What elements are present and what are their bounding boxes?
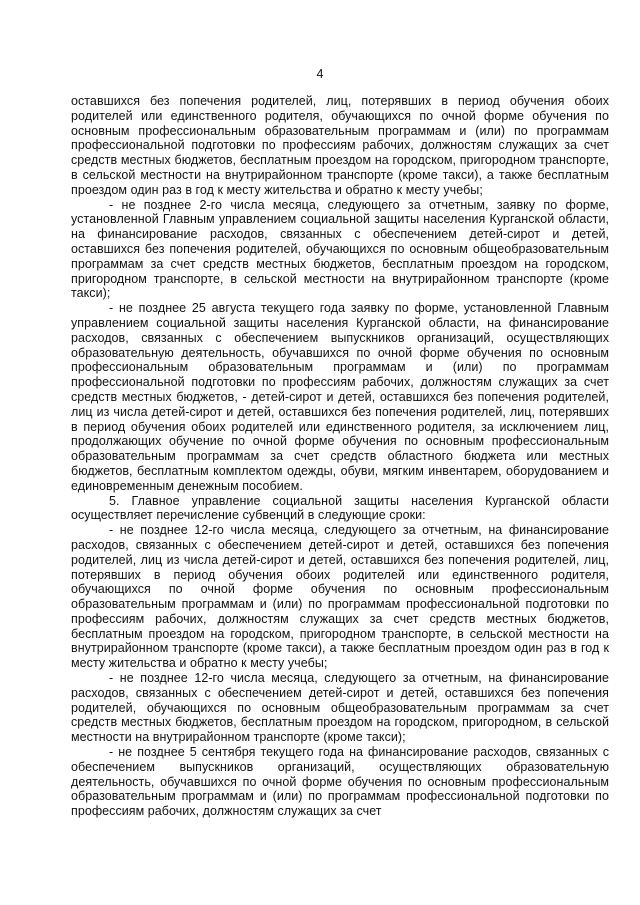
paragraph-section-5: 5. Главное управление социальной защиты населения Курганской области осуществляет перечисление субвенций в следующие сроки: xyxy=(71,493,609,523)
paragraph-deadline-12th-first: - не позднее 12-го числа месяца, следующего за отчетным, на финансирование расходов, связанных с обеспечением детей-сирот и детей, оставшихся без попечения родителей, лиц из числа детей-сирот и детей, оставшихся без попечения родителей, лиц, потерявших в период обучения обоих родителей или единственного родителя, обучающихся по очной форме обучения по основным профессиональным образовательным программам и (или) по программам профессиональной подготовки по профессиям рабочих, должностям служащих за счет средств местных бюджетов, бесплатным проездом на городском, пригородном транспорте, в сельской местности на внутрирайонном транспорте (кроме такси), а также бесплатным проездом один раз в год к месту жительства и обратно к месту учебы; xyxy=(71,523,609,671)
paragraph-deadline-25-august: - не позднее 25 августа текущего года заявку по форме, установленной Главным управлением социальной защиты населения Курганской области, на финансирование расходов, связанных с обеспечением выпускников организаций, осуществляющих образовательную деятельность, обучавшихся по очной форме обучения по основным профессиональным образовательным программам и (или) по программам профессиональной подготовки по профессиям рабочих, должностям служащих за счет средств местных бюджетов, - детей-сирот и детей, оставшихся без попечения родителей, лиц из числа детей-сирот и детей, оставшихся без попечения родителей, лиц, потерявших в период обучения обоих родителей или единственного родителя, за исключением лиц, продолжающих обучение по очной форме обучения по основным профессиональным образовательным программам за счет средств областного бюджета или местных бюджетов, бесплатным комплектом одежды, обуви, мягким инвентарем, оборудованием и единовременным денежным пособием. xyxy=(71,301,609,493)
paragraph-continuation: оставшихся без попечения родителей, лиц, потерявших в период обучения обоих родителей или единственного родителя, обучающихся по очной форме обучения по основным профессиональным образовательным программам и (или) по программам профессиональной подготовки по профессиям рабочих, должностям служащих за счет средств местных бюджетов, бесплатным проездом на городском, пригородном транспорте, в сельской местности на внутрирайонном транспорте (кроме такси), а также бесплатным проездом один раз в год к месту жительства и обратно к месту учебы; xyxy=(71,94,609,197)
paragraph-deadline-2nd: - не позднее 2-го числа месяца, следующего за отчетным, заявку по форме, установленной Главным управлением социальной защиты населения Курганской области, на финансирование расходов, связанных с обеспечением детей-сирот и детей, оставшихся без попечения родителей, обучающихся по основным общеобразовательным программам за счет средств местных бюджетов, бесплатным проездом на городском, пригородном транспорте, в сельской местности на внутрирайонном транспорте (кроме такси); xyxy=(71,197,609,301)
paragraph-deadline-5-september: - не позднее 5 сентября текущего года на финансирование расходов, связанных с обеспечением выпускников организаций, осуществляющих образовательную деятельность, обучавшихся по очной форме обучения по основным профессиональным образовательным программам и (или) по программам профессиональной подготовки по профессиям рабочих, должностям служащих за счет xyxy=(71,745,609,819)
page-number: 4 xyxy=(316,67,324,81)
document-body xyxy=(71,94,609,819)
paragraph-deadline-12th-second: - не позднее 12-го числа месяца, следующего за отчетным, на финансирование расходов, связанных с обеспечением детей-сирот и детей, оставшихся без попечения родителей, обучающихся по основным общеобразовательным программам за счет средств местных бюджетов, бесплатным проездом на городском, пригородном, в сельской местности на внутрирайонном транспорте (кроме такси); xyxy=(71,671,609,745)
